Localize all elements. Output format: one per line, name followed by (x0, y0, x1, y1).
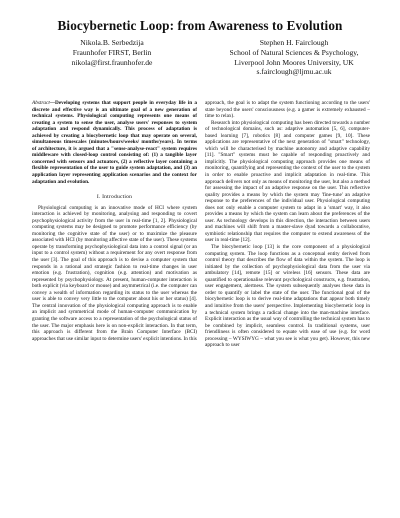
intro-paragraph-2: Research into physiological computing has been directed towards a number of technological domains, such as: adaptive automation [5, 6], computer-based learning [7], robotics [8] and computer games [9, 10]. These applications are representative of the next generation of "smart" technology, which will be characterised by machine autonomy and adaptive capability [11]. "Smart" systems must be capable of responding proactively and implicitly. The physiological computing approach provides one means of monitoring, quantifying and representing the context of the user to the system in order to enable proactive and implicit adaptation in real-time. This approach delivers not only as means of monitoring the user, but also a method for assessing the impact of an adaptive response on the user. This reflective quality provides a means by which the system may 'fine-tune' an adaptive response to the preferences of the individual user. Physiological computing does not only enable a computer system to adapt in a 'smart' way, it also provides a means by which the system can learn about the preferences of the user. As technology develops in this direction, the interaction between users and machines will shift from a master-slave dyad towards a collaborative, symbiotic relationship that requires the computer to extend awareness of the user in real-time [12]. (205, 119, 370, 244)
abstract (32, 100, 197, 185)
author-2-email: s.fairclough@ljmu.ac.uk (256, 67, 332, 77)
author-1-name: Nikola.B. Serbedzija (80, 38, 144, 47)
intro-paragraph-3: The biocybernetic loop [13] is the core component of a physiological computing system. The loop functions as a conceptual entity derived from control theory that describes the flow of data within the system. The loop is initiated by the collection of psychophysiological data from the user via ambulatory [14], remote [15] or wireless [16] sensors. These data are quantified to operationalise relevant psychological constructs, e.g. frustration, user engagement, alertness. The system subsequently analyses these data in order to quantify or label the state of the user. The functional goal of the biocybernetic loop is to derive real-time adaptations that appear both timely and intuitive from the users' perspective. Implementing biocybernetic loop in a technical system brings a radical change into the man-machine interface. Explicit interaction as the usual way of controlling the technical system has to be combined by implicit, seamless control. In traditional systems, user friendliness is often considered to equate with ease of use (e.g. for word processing – WYSIWYG – what you see is what you get). However, this new approach to user (205, 244, 370, 349)
left-column (32, 100, 197, 342)
abstract-text: —Developing systems that support people in everyday life in a discrete and effective way is an ultimate goal of a new generation of technical systems. Physiological computing represents one means of creating a system to sense the user, analyse users' responses to system adaptation and respond dynamically. This process of adaptation is achieved by creating a biocybernetic loop that may operate on several, simultaneous timescales (minutes/hours/weeks/ months/years). In terms of architecture, it is argued that a "sense-analyse-react" system requires middleware with closed-loop control consisting of: (1) a tangible layer concerned with sensors and actuators, (2) a reflective layer containing a flexible representation of the user to guide system adaptation, and (3) an application layer representing application scenarios and the context for adaptation and evolution. (32, 100, 197, 185)
author-2-affiliation-line-1: School of Natural Sciences & Psychology, (229, 47, 359, 57)
author-1-affiliation: Fraunhofer FIRST, Berlin (72, 47, 152, 57)
right-column (205, 100, 370, 349)
author-1-block (52, 38, 172, 67)
paper-title: Biocybernetic Loop: from Awareness to Evolution (57, 18, 343, 33)
intro-paragraph-1: Physiological computing is an innovative mode of HCI where system interaction is achieved by monitoring, analysing and responding to covert psychophysiological activity from the user in real-time [1, 2]. Physiological computing systems may be designed to promote performance efficiency (by monitoring the cognitive state of the user) or to maximize the pleasure associated with HCI (by monitoring affective state of the user). These systems operate by transforming psychophysiological data into a control signal (or an input to a control system) without a requirement for any overt response from the user [3]. The goal of this approach is to devise a computer system that responds in a rational and strategic fashion to real-time changes in user emotion (e.g. frustration), cognition (e.g. attention) and motivation as represented by psychophysiology. At present, human-computer interaction is both explicit (via keyboard or mouse) and asymmetrical (i.e. the computer can convey a wealth of information regarding its status to the user whereas the user is able to convey very little to the computer about his or her status) [4]. The central innovation of the physiological computing approach is to enable an implicit and symmetrical mode of human-computer communication by granting the software access to a representation of the psychological status of the user. The major emphasis here is on non-explicit interaction. In that term, this approach is different from the Brain Computer Interface (BCI) approaches that use similar input to determine users' explicit intentions. In this (32, 204, 197, 342)
intro-paragraph-continued: approach, the goal is to adapt the system functioning according to the users' state beyond the users' consciousness (e.g. a gamer is extremely exhausted – time to relax). (205, 100, 370, 120)
author-2-name: Stephen H. Fairclough (259, 38, 329, 47)
author-2-affiliation-line-2: Liverpool John Moores University, UK (234, 57, 354, 67)
author-1-email: nikola@first.fraunhofer.de (71, 57, 153, 67)
abstract-label: Abstract (32, 100, 50, 106)
section-heading-introduction: I. Introduction (96, 194, 133, 201)
author-2-block (214, 38, 374, 77)
